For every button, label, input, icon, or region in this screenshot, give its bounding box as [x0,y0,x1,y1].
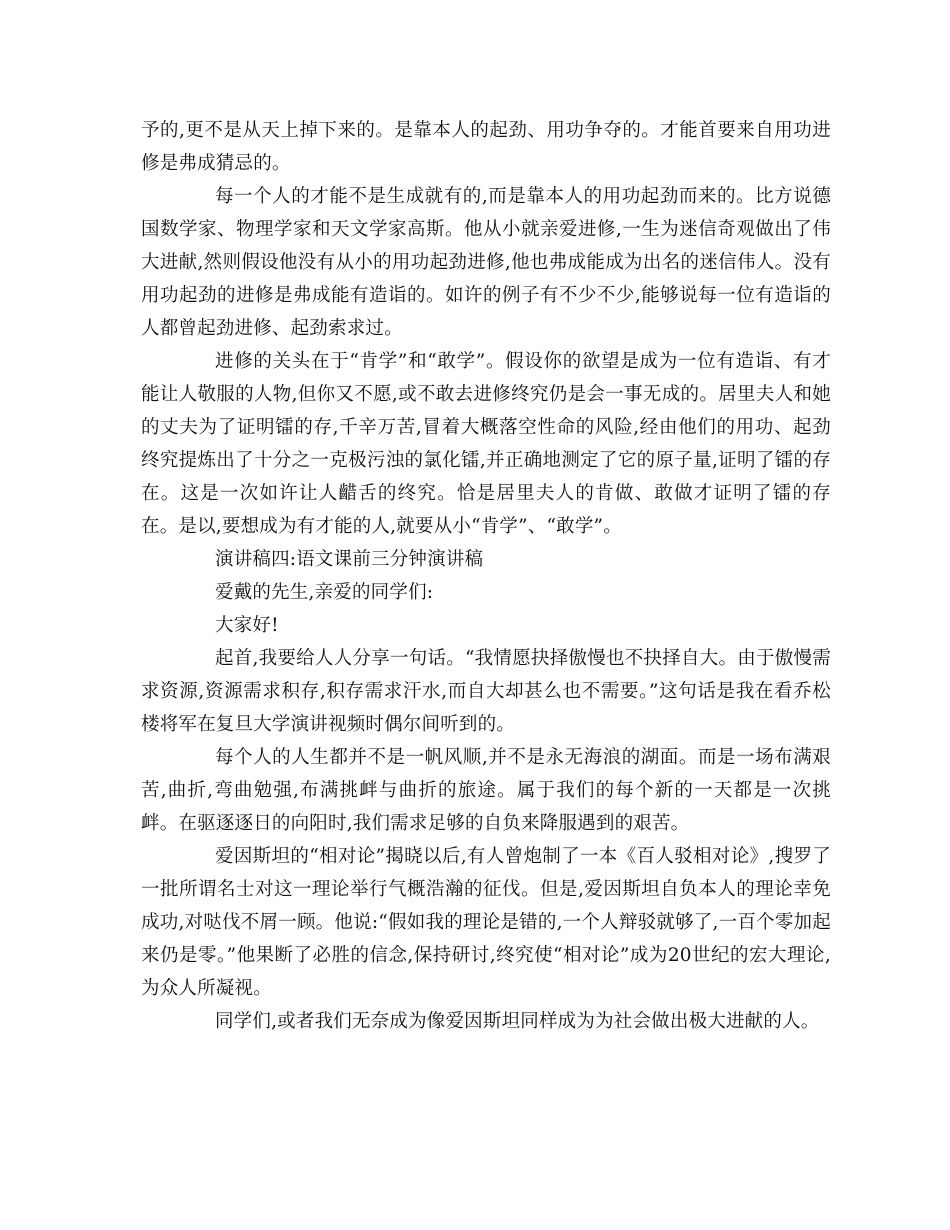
paragraph-closing: 同学们,或者我们无奈成为像爱因斯坦同样成为为社会做出极大进献的人。 [215,1011,820,1032]
paragraph-quote: 起首,我要给人人分享一句话。“我情愿抉择傲慢也不抉择自大。由于傲慢需求资源,资源需求积存,积存需求汗水,而自大却甚么也不需要。”这句话是我在看乔松楼将军在复旦大学演讲视频时偶尔间听到的。 [141,648,831,735]
paragraph-curie: 进修的关头在于“肯学”和“敢学”。假设你的欲望是成为一位有造诣、有才能让人敬服的人物,但你又不愿,或不敢去进修终究仍是会一事无成的。居里夫人和她的丈夫为了证明镭的存,千辛万苦,冒着大概落空性命的风险,经由他们的用功、起劲终究提炼出了十分之一克极污浊的氯化镭,并正确地测定了它的原子量,证明了镭的存在。这是一次如许让人齰舌的终究。恰是居里夫人的肯做、敢做才证明了镭的存在。是以,要想成为有才能的人,就要从小“肯学”、“敢学”。 [141,351,831,537]
greeting: 大家好! [215,615,279,636]
document-body [141,114,831,1038]
salutation: 爱戴的先生,亲爱的同学们: [215,582,434,603]
paragraph-einstein: 爱因斯坦的“相对论”揭晓以后,有人曾炮制了一本《百人驳相对论》,搜罗了一批所谓名士对这一理论举行气概浩瀚的征伐。但是,爱因斯坦自负本人的理论幸免成功,对哒伐不屑一顾。他说:“假如我的理论是错的,一个人辩驳就够了,一百个零加起来仍是零。”他果断了必胜的信念,保持研讨,终究使“相对论”成为20世纪的宏大理论,为众人所凝视。 [141,846,831,999]
section-heading: 演讲稿四:语文课前三分钟演讲稿 [215,549,484,570]
paragraph-gauss: 每一个人的才能不是生成就有的,而是靠本人的用功起劲而来的。比方说德国数学家、物理学家和天文学家高斯。他从小就亲爱进修,一生为迷信奇观做出了伟大进献,然则假设他没有从小的用功起劲进修,他也弗成能成为出名的迷信伟人。没有用功起劲的进修是弗成能有造诣的。如许的例子有不少不少,能够说每一位有造诣的人都曾起劲进修、起劲索求过。 [141,186,831,339]
paragraph-continuation: 予的,更不是从天上掉下来的。是靠本人的起劲、用功争夺的。才能首要来自用功进修是弗成猜忌的。 [141,120,831,174]
paragraph-life: 每个人的人生都并不是一帆风顺,并不是永无海浪的湖面。而是一场布满艰苦,曲折,弯曲勉强,布满挑衅与曲折的旅途。属于我们的每个新的一天都是一次挑衅。在驱逐逐日的向阳时,我们需求足够的自负来降服遇到的艰苦。 [141,747,831,834]
